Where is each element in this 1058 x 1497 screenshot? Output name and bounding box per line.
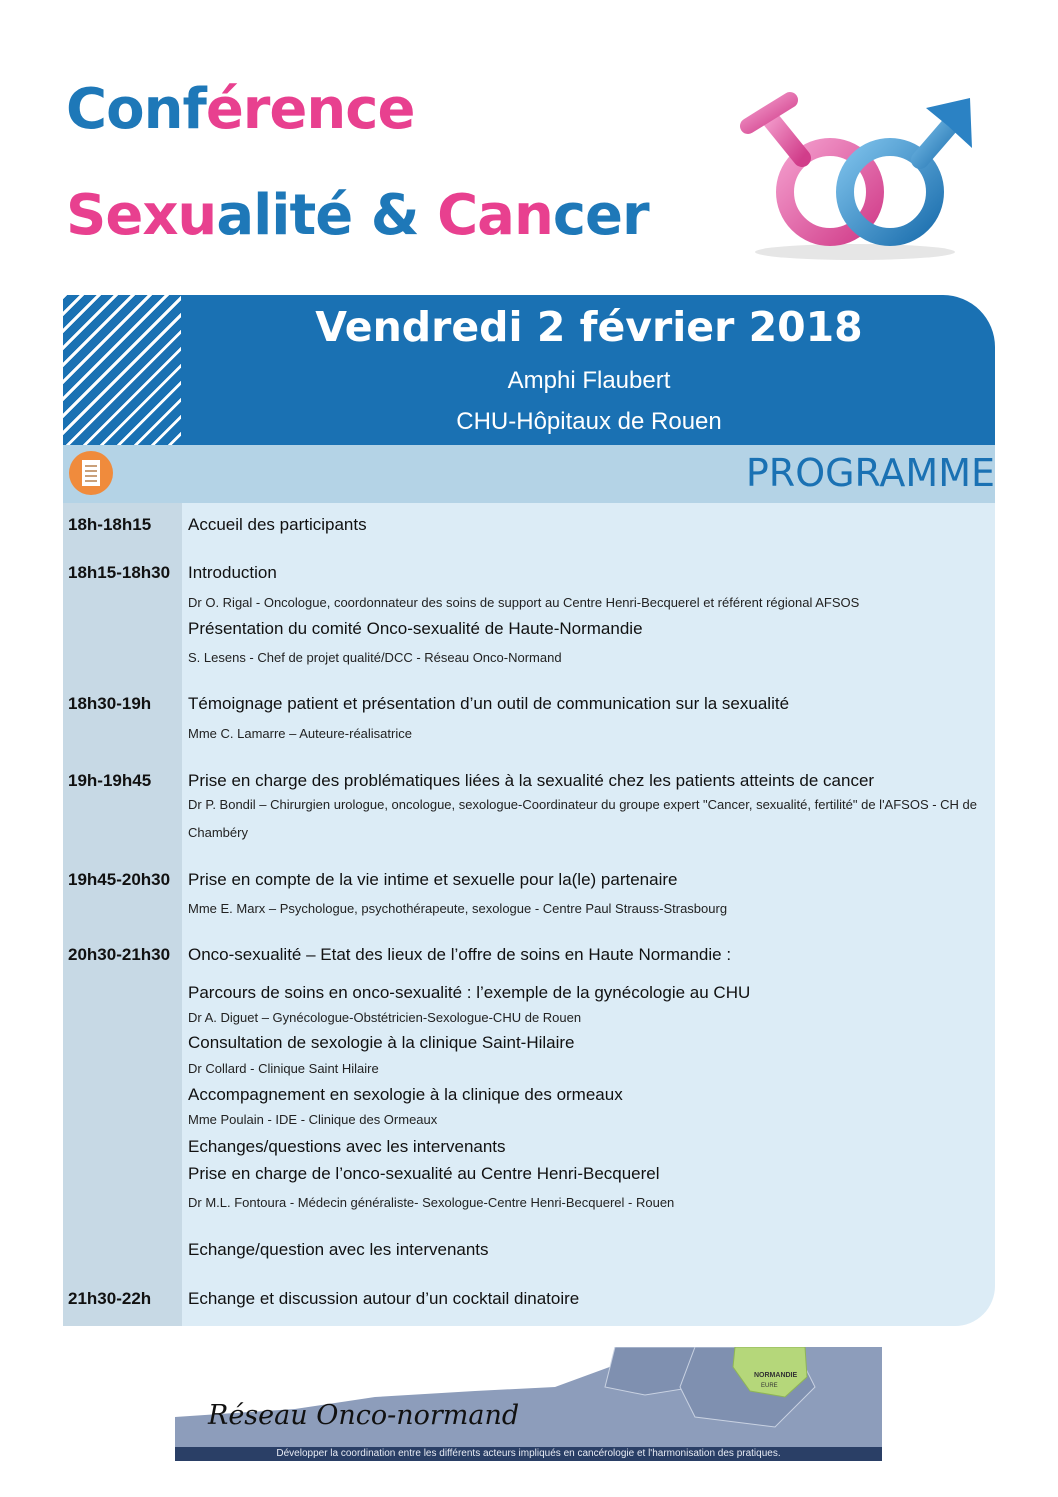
- event-date: Vendredi 2 février 2018: [315, 303, 863, 351]
- time-slot: 18h30-19h: [68, 694, 152, 713]
- programme-list: [63, 503, 995, 1326]
- programme-item: Consultation de sexologie à la clinique Saint-Hilaire: [188, 1033, 575, 1052]
- programme-item: Accompagnement en sexologie à la clinique des ormeaux: [188, 1085, 623, 1104]
- gender-symbols-icon: [730, 64, 990, 264]
- speaker: Dr P. Bondil – Chirurgien urologue, oncologue, sexologue-Coordinateur du groupe expert "Cancer, sexualité, fertilité" de l'AFSOS - CH de: [188, 797, 978, 812]
- programme-item: Echanges/questions avec les intervenants: [188, 1137, 506, 1156]
- programme-label: PROGRAMME: [745, 451, 995, 495]
- programme-item: Prise en charge de l’onco-sexualité au Centre Henri-Becquerel: [188, 1164, 660, 1183]
- speaker: Dr M.L. Fontoura - Médecin généraliste- Sexologue-Centre Henri-Becquerel - Rouen: [188, 1195, 675, 1210]
- speaker: Dr O. Rigal - Oncologue, coordonnateur des soins de support au Centre Henri-Becquerel et référent régional AFSOS: [188, 595, 860, 610]
- time-slot: 19h-19h45: [68, 771, 152, 790]
- programme-item: Onco-sexualité – Etat des lieux de l’offre de soins en Haute Normandie :: [188, 945, 732, 964]
- reseau-logo: Réseau Onco-normand: [208, 1400, 520, 1431]
- programme-item: Echange/question avec les intervenants: [188, 1240, 489, 1259]
- time-column: [63, 503, 182, 1326]
- speaker: Chambéry: [188, 825, 248, 840]
- programme-item: Echange et discussion autour d’un cocktail dinatoire: [188, 1289, 580, 1308]
- speaker: Mme Poulain - IDE - Clinique des Ormeaux: [188, 1112, 438, 1127]
- programme-item: Accueil des participants: [188, 515, 367, 534]
- programme-header: [63, 445, 995, 503]
- event-location: CHU-Hôpitaux de Rouen: [456, 408, 722, 435]
- speaker: Dr A. Diguet – Gynécologue-Obstétricien-Sexologue-CHU de Rouen: [188, 1010, 582, 1025]
- programme-item: Introduction: [188, 563, 277, 582]
- time-slot: 18h-18h15: [68, 515, 152, 534]
- programme-item: Témoignage patient et présentation d’un outil de communication sur la sexualité: [188, 694, 790, 713]
- speaker: Dr Collard - Clinique Saint Hilaire: [188, 1061, 379, 1076]
- speaker: Mme E. Marx – Psychologue, psychothérapeute, sexologue - Centre Paul Strauss-Strasbourg: [188, 901, 728, 916]
- programme-item: Parcours de soins en onco-sexualité : l’exemple de la gynécologie au CHU: [188, 983, 751, 1002]
- programme-item: Prise en compte de la vie intime et sexuelle pour la(le) partenaire: [188, 870, 678, 889]
- hatch-decoration: [63, 295, 181, 445]
- document-icon: [69, 451, 113, 495]
- speaker: S. Lesens - Chef de projet qualité/DCC - Réseau Onco-Normand: [188, 650, 562, 665]
- speaker: Mme C. Lamarre – Auteure-réalisatrice: [188, 726, 412, 741]
- programme-item: Prise en charge des problématiques liées à la sexualité chez les patients atteints de cancer: [188, 771, 875, 790]
- programme-item: Présentation du comité Onco-sexualité de Haute-Normandie: [188, 619, 643, 638]
- time-slot: 18h15-18h30: [68, 563, 171, 582]
- time-slot: 19h45-20h30: [68, 870, 171, 889]
- map-label: NORMANDIE: [754, 1372, 798, 1379]
- event-venue: Amphi Flaubert: [507, 367, 671, 394]
- event-banner: [63, 295, 995, 445]
- title-sexualite-cancer: Sexualité & Cancer: [66, 183, 649, 248]
- time-slot: 21h30-22h: [68, 1289, 152, 1308]
- title-conference: Conférence: [66, 77, 415, 142]
- time-slot: 20h30-21h30: [68, 945, 171, 964]
- footer-tagline: Développer la coordination entre les différents acteurs impliqués en cancérologie et l'harmonisation des pratiques.: [175, 1447, 882, 1461]
- map-label: EURE: [761, 1383, 778, 1389]
